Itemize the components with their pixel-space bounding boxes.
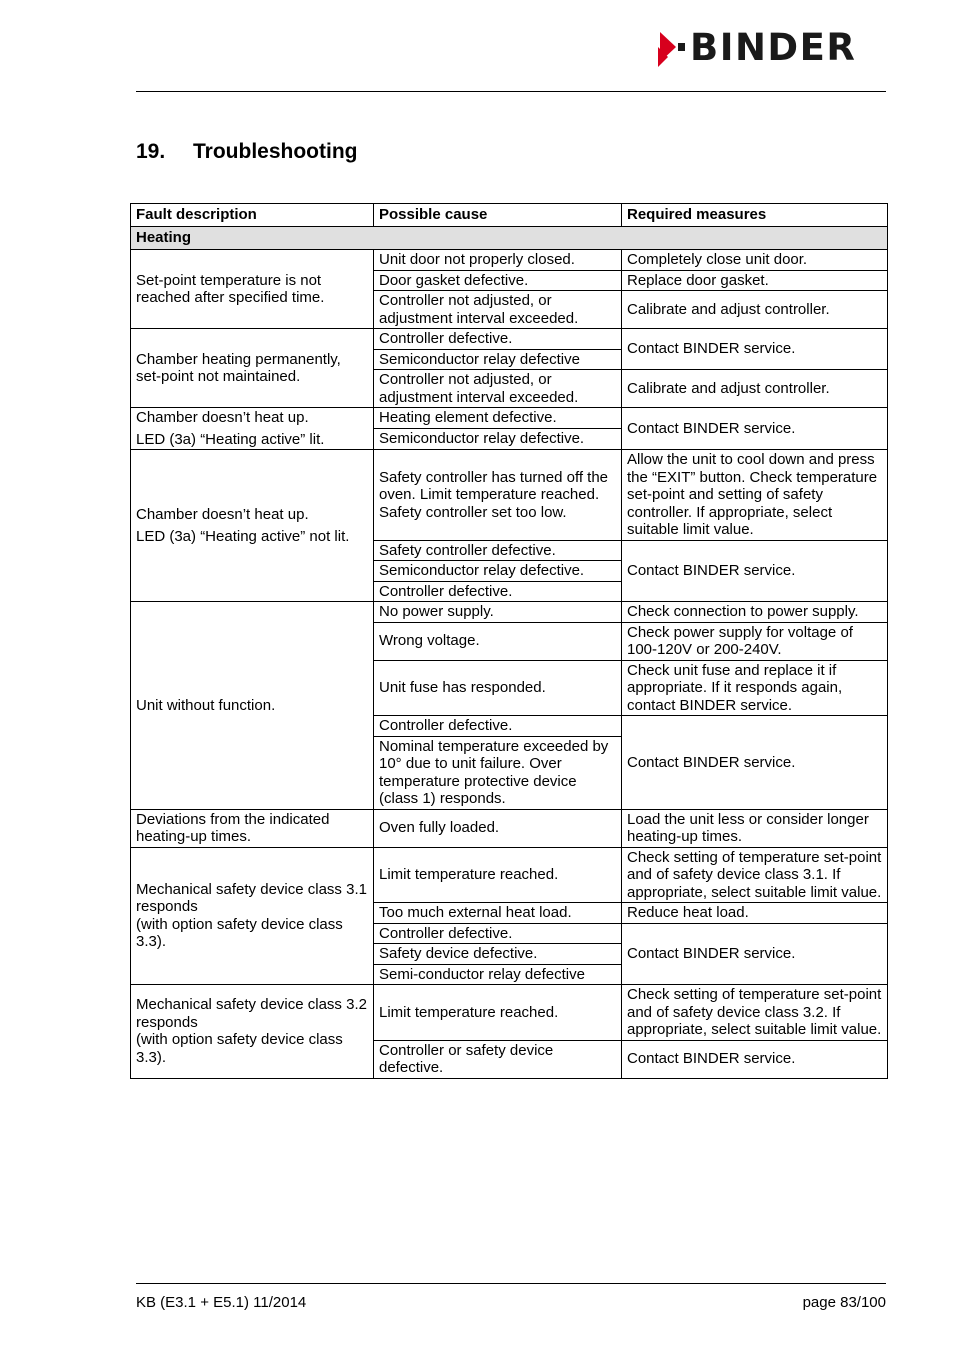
measure-cell: Contact BINDER service.: [622, 540, 888, 602]
cause-cell: Controller not adjusted, or adjustment interval exceeded.: [374, 291, 622, 329]
table-row: [131, 602, 888, 623]
cause-cell: Unit door not properly closed.: [374, 250, 622, 271]
group-label: Heating: [131, 227, 888, 250]
measure-cell: Contact BINDER service.: [622, 716, 888, 810]
cause-cell: Door gasket defective.: [374, 270, 622, 291]
fault-cell: [131, 408, 374, 450]
cause-cell: Limit temperature reached.: [374, 847, 622, 903]
header-rule: [136, 91, 886, 92]
measure-cell: Completely close unit door.: [622, 250, 888, 271]
table-row: [131, 450, 888, 541]
document-reference: KB (E3.1 + E5.1) 11/2014: [136, 1294, 307, 1311]
measure-cell: Calibrate and adjust controller.: [622, 291, 888, 329]
measure-cell: Check setting of temperature set-point and of safety device class 3.1. If appropriate, select suitable limit value.: [622, 847, 888, 903]
cause-cell: Semiconductor relay defective.: [374, 429, 622, 450]
binder-logo: [656, 26, 888, 69]
column-header: Possible cause: [374, 204, 622, 227]
measure-cell: Reduce heat load.: [622, 903, 888, 924]
troubleshooting-table: [130, 203, 888, 1079]
cause-cell: Oven fully loaded.: [374, 809, 622, 847]
fault-cell: [131, 985, 374, 1079]
measure-cell: Replace door gasket.: [622, 270, 888, 291]
fault-line: Chamber doesn’t heat up.: [136, 506, 309, 523]
cause-cell: Semi-conductor relay defective: [374, 964, 622, 985]
measure-cell: Contact BINDER service.: [622, 1040, 888, 1078]
cause-cell: Controller defective.: [374, 716, 622, 737]
cause-cell: Semiconductor relay defective: [374, 349, 622, 370]
cause-cell: Wrong voltage.: [374, 622, 622, 660]
table-row: [131, 329, 888, 350]
cause-cell: Controller defective.: [374, 923, 622, 944]
cause-cell: No power supply.: [374, 602, 622, 623]
measure-cell: Check setting of temperature set-point and of safety device class 3.2. If appropriate, select suitable limit value.: [622, 985, 888, 1041]
table-row: [131, 985, 888, 1041]
fault-cell: [131, 450, 374, 602]
fault-line: (with option safety device class 3.3).: [136, 1031, 343, 1066]
measure-cell: Allow the unit to cool down and press the “EXIT” button. Check temperature set-point and setting of safety controller. If appropriate, select suitable limit value.: [622, 450, 888, 541]
cause-cell: Nominal temperature exceeded by 10° due to unit failure. Over temperature protective device (class 1) responds.: [374, 736, 622, 809]
fault-line: Mechanical safety device class 3.2 responds: [136, 996, 367, 1031]
measure-cell: Contact BINDER service.: [622, 329, 888, 370]
group-row: [131, 227, 888, 250]
cause-cell: Controller not adjusted, or adjustment interval exceeded.: [374, 370, 622, 408]
fault-cell: [131, 847, 374, 985]
measure-cell: Check unit fuse and replace it if appropriate. If it responds again, contact BINDER service.: [622, 660, 888, 716]
fault-line: Mechanical safety device class 3.1 responds: [136, 880, 367, 916]
binder-arrow-icon: [656, 30, 686, 68]
fault-line: LED (3a) “Heating active” lit.: [136, 430, 325, 448]
cause-cell: Limit temperature reached.: [374, 985, 622, 1041]
table-row: [131, 847, 888, 903]
cause-cell: Safety controller has turned off the oven. Limit temperature reached. Safety controller set too low.: [374, 450, 622, 541]
fault-line: (with option safety device class 3.3).: [136, 915, 343, 951]
cause-cell: Safety controller defective.: [374, 540, 622, 561]
cause-cell: Heating element defective.: [374, 408, 622, 429]
cause-cell: Too much external heat load.: [374, 903, 622, 924]
measure-cell: Contact BINDER service.: [622, 408, 888, 450]
section-title: Troubleshooting: [193, 140, 358, 163]
brand-name: BINDER: [690, 26, 857, 69]
footer-rule: [136, 1283, 886, 1284]
cause-cell: Safety device defective.: [374, 944, 622, 965]
cause-cell: Controller defective.: [374, 581, 622, 602]
cause-cell: Controller or safety device defective.: [374, 1040, 622, 1078]
fault-line: Chamber doesn’t heat up.: [136, 409, 309, 426]
fault-cell: Set-point temperature is not reached after specified time.: [131, 250, 374, 329]
table-header-row: [131, 204, 888, 227]
table-row: [131, 408, 888, 429]
fault-cell: Deviations from the indicated heating-up times.: [131, 809, 374, 847]
table-row: [131, 250, 888, 271]
cause-cell: Controller defective.: [374, 329, 622, 350]
measure-cell: Load the unit less or consider longer heating-up times.: [622, 809, 888, 847]
page-title: [136, 138, 357, 166]
measure-cell: Check connection to power supply.: [622, 602, 888, 623]
measure-cell: Check power supply for voltage of 100-120V or 200-240V.: [622, 622, 888, 660]
column-header: Fault description: [131, 204, 374, 227]
cause-cell: Semiconductor relay defective.: [374, 561, 622, 582]
page-number: page 83/100: [802, 1294, 886, 1311]
column-header: Required measures: [622, 204, 888, 227]
fault-line: LED (3a) “Heating active” not lit.: [136, 527, 350, 545]
table-row: [131, 809, 888, 847]
measure-cell: Calibrate and adjust controller.: [622, 370, 888, 408]
fault-cell: Unit without function.: [131, 602, 374, 810]
section-number: 19.: [136, 140, 166, 163]
cause-cell: Unit fuse has responded.: [374, 660, 622, 716]
measure-cell: Contact BINDER service.: [622, 923, 888, 985]
fault-cell: Chamber heating permanently, set-point not maintained.: [131, 329, 374, 408]
